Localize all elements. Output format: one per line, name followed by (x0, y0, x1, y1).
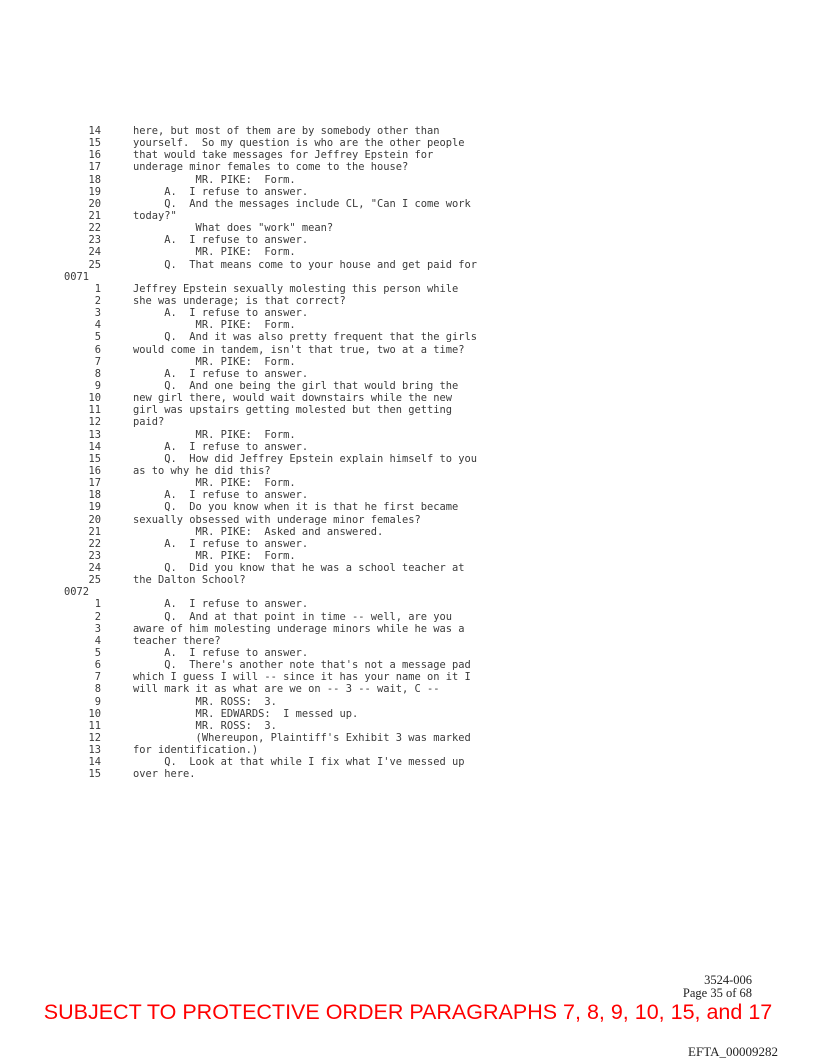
transcript-line (64, 319, 477, 331)
line-number: 5 (94, 647, 101, 660)
transcript-line (64, 441, 477, 453)
transcript-line (64, 659, 477, 671)
line-number: 17 (88, 477, 101, 490)
transcript-line (64, 768, 477, 780)
line-text: that would take messages for Jeffrey Epstein for (133, 149, 434, 162)
line-text: Q. Do you know when it is that he first became (133, 501, 459, 514)
line-text: sexually obsessed with underage minor females? (133, 513, 421, 526)
page-marker (64, 586, 477, 598)
line-number: 6 (94, 343, 101, 356)
transcript-line (64, 161, 477, 173)
transcript-line (64, 174, 477, 186)
line-text: today?" (133, 209, 177, 222)
transcript-line (64, 246, 477, 258)
line-number: 2 (94, 610, 101, 623)
transcript-line (64, 526, 477, 538)
line-text: Q. And at that point in time -- well, are you (133, 610, 453, 623)
line-text: MR. PIKE: Form. (133, 428, 296, 441)
transcript-line (64, 501, 477, 513)
line-text: will mark it as what are we on -- 3 -- wait, C -- (133, 683, 440, 696)
line-number: 19 (88, 185, 101, 198)
line-text: Q. How did Jeffrey Epstein explain himself to you (133, 452, 478, 465)
line-text: underage minor females to come to the house? (133, 161, 409, 174)
transcript-line (64, 331, 477, 343)
line-text: Q. And it was also pretty frequent that the girls (133, 331, 478, 344)
line-number: 21 (88, 209, 101, 222)
line-text: MR. PIKE: Form. (133, 246, 296, 259)
transcript-line (64, 186, 477, 198)
transcript-line (64, 392, 477, 404)
transcript-line (64, 623, 477, 635)
line-number: 14 (88, 125, 101, 137)
line-number: 13 (88, 744, 101, 757)
line-text: (Whereupon, Plaintiff's Exhibit 3 was marked (133, 732, 471, 745)
line-text: MR. PIKE: Form. (133, 355, 296, 368)
line-text: the Dalton School? (133, 574, 246, 587)
transcript-line (64, 477, 477, 489)
page-reference (683, 974, 752, 1000)
line-number: 14 (88, 756, 101, 769)
line-text: A. I refuse to answer. (133, 234, 309, 247)
line-number: 6 (94, 659, 101, 672)
line-text: A. I refuse to answer. (133, 537, 309, 550)
line-number: 19 (88, 501, 101, 514)
line-text: A. I refuse to answer. (133, 440, 309, 453)
transcript-line (64, 380, 477, 392)
transcript-line (64, 635, 477, 647)
transcript-line (64, 562, 477, 574)
transcript-line (64, 647, 477, 659)
line-number: 4 (94, 634, 101, 647)
line-number: 11 (88, 404, 101, 417)
transcript-line (64, 344, 477, 356)
line-number: 0072 (64, 586, 90, 599)
line-number: 20 (88, 197, 101, 210)
line-text: What does "work" mean? (133, 222, 334, 235)
transcript-line (64, 611, 477, 623)
line-text: for identification.) (133, 744, 259, 757)
line-text: here, but most of them are by somebody other than (133, 125, 440, 137)
line-number: 7 (94, 671, 101, 684)
line-number: 9 (94, 695, 101, 708)
line-number: 12 (88, 732, 101, 745)
line-text: MR. PIKE: Form. (133, 477, 296, 490)
line-text: as to why he did this? (133, 464, 271, 477)
line-text: teacher there? (133, 634, 221, 647)
transcript-body (64, 125, 477, 781)
transcript-line (64, 368, 477, 380)
line-text: MR. EDWARDS: I messed up. (133, 707, 359, 720)
line-number: 3 (94, 307, 101, 320)
transcript-line (64, 259, 477, 271)
transcript-line (64, 720, 477, 732)
transcript-line (64, 756, 477, 768)
transcript-line (64, 683, 477, 695)
line-number: 16 (88, 464, 101, 477)
transcript-line (64, 489, 477, 501)
transcript-line (64, 550, 477, 562)
line-number: 15 (88, 768, 101, 781)
line-text (101, 586, 133, 598)
line-number: 8 (94, 683, 101, 696)
line-text: MR. ROSS: 3. (133, 719, 277, 732)
transcript-line (64, 732, 477, 744)
line-number: 12 (88, 416, 101, 429)
bates-number: EFTA_00009282 (688, 1044, 778, 1059)
line-text: MR. PIKE: Form. (133, 549, 296, 562)
line-text: Jeffrey Epstein sexually molesting this person while (133, 282, 459, 295)
transcript-line (64, 137, 477, 149)
line-number: 3 (94, 622, 101, 635)
line-text: A. I refuse to answer. (133, 185, 309, 198)
line-number: 23 (88, 549, 101, 562)
line-number: 20 (88, 513, 101, 526)
transcript-line (64, 295, 477, 307)
line-number: 9 (94, 379, 101, 392)
line-text: A. I refuse to answer. (133, 307, 309, 320)
line-number: 5 (94, 331, 101, 344)
transcript-line (64, 210, 477, 222)
line-text: A. I refuse to answer. (133, 647, 309, 660)
transcript-line (64, 708, 477, 720)
line-number: 16 (88, 149, 101, 162)
line-text: yourself. So my question is who are the other people (133, 137, 465, 150)
line-number: 22 (88, 537, 101, 550)
line-number: 17 (88, 161, 101, 174)
transcript-line (64, 465, 477, 477)
line-text: Q. That means come to your house and get paid for (133, 258, 478, 271)
line-number: 21 (88, 525, 101, 538)
line-number: 1 (94, 598, 101, 611)
line-number: 18 (88, 173, 101, 186)
transcript-line (64, 234, 477, 246)
line-text: MR. ROSS: 3. (133, 695, 277, 708)
line-number: 13 (88, 428, 101, 441)
line-number: 2 (94, 294, 101, 307)
line-number: 1 (94, 282, 101, 295)
line-text: MR. PIKE: Form. (133, 173, 296, 186)
line-text: A. I refuse to answer. (133, 367, 309, 380)
line-number: 15 (88, 452, 101, 465)
transcript-line (64, 307, 477, 319)
line-number: 24 (88, 562, 101, 575)
transcript-line (64, 149, 477, 161)
transcript-line (64, 744, 477, 756)
line-text: aware of him molesting underage minors while he was a (133, 622, 465, 635)
transcript-line (64, 514, 477, 526)
transcript-line (64, 671, 477, 683)
line-number: 10 (88, 707, 101, 720)
line-text: Q. Did you know that he was a school teacher at (133, 562, 465, 575)
line-number: 14 (88, 440, 101, 453)
line-text: A. I refuse to answer. (133, 489, 309, 502)
line-text: over here. (133, 768, 196, 781)
transcript-line (64, 538, 477, 550)
line-number: 24 (88, 246, 101, 259)
line-text: girl was upstairs getting molested but then getting (133, 404, 453, 417)
transcript-line (64, 125, 477, 137)
line-number: 25 (88, 258, 101, 271)
line-text: would come in tandem, isn't that true, two at a time? (133, 343, 465, 356)
line-number: 18 (88, 489, 101, 502)
transcript-line (64, 404, 477, 416)
transcript-line (64, 453, 477, 465)
line-text: which I guess I will -- since it has your name on it I (133, 671, 471, 684)
line-text: A. I refuse to answer. (133, 598, 309, 611)
document-code: 3524-006 (704, 973, 752, 987)
line-number: 25 (88, 574, 101, 587)
transcript-line (64, 416, 477, 428)
transcript-line (64, 429, 477, 441)
transcript-line (64, 222, 477, 234)
line-number: 11 (88, 719, 101, 732)
line-text (101, 271, 133, 283)
transcript-line (64, 198, 477, 210)
line-text: Q. Look at that while I fix what I've messed up (133, 756, 465, 769)
transcript-line (64, 283, 477, 295)
line-number: 8 (94, 367, 101, 380)
line-number: 0071 (64, 270, 90, 283)
line-number: 10 (88, 392, 101, 405)
transcript-line (64, 574, 477, 586)
protective-order-notice: SUBJECT TO PROTECTIVE ORDER PARAGRAPHS 7, 8, 9, 10, 15, and 17 (43, 1000, 773, 1024)
line-text: MR. PIKE: Asked and answered. (133, 525, 384, 538)
line-number: 22 (88, 222, 101, 235)
page-number: Page 35 of 68 (682, 986, 752, 1000)
line-text: Q. And the messages include CL, "Can I come work (133, 197, 471, 210)
transcript-line (64, 356, 477, 368)
line-number: 7 (94, 355, 101, 368)
transcript-line (64, 598, 477, 610)
line-text: Q. There's another note that's not a message pad (133, 659, 471, 672)
line-number: 4 (94, 319, 101, 332)
line-number: 15 (88, 137, 101, 150)
line-text: MR. PIKE: Form. (133, 319, 296, 332)
line-text: Q. And one being the girl that would bring the (133, 379, 459, 392)
line-number: 23 (88, 234, 101, 247)
line-text: new girl there, would wait downstairs while the new (133, 392, 453, 405)
transcript-line (64, 696, 477, 708)
page-marker (64, 271, 477, 283)
line-text: paid? (133, 416, 165, 429)
line-text: she was underage; is that correct? (133, 294, 346, 307)
